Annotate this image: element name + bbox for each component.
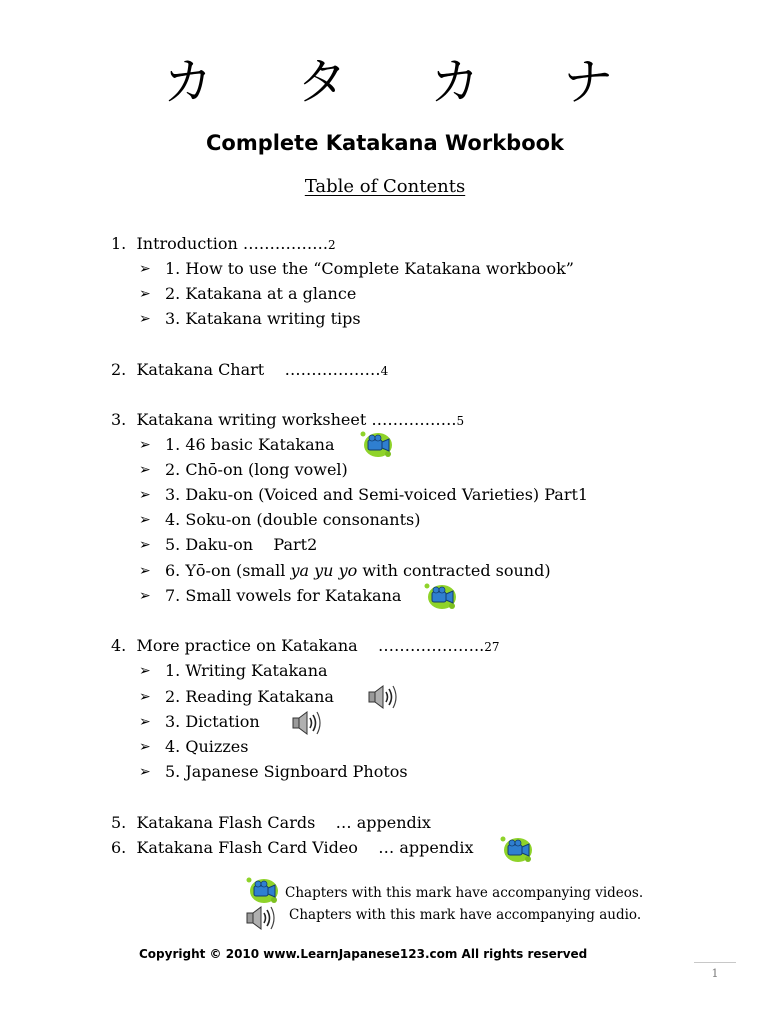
page-number-rule <box>694 962 736 963</box>
subentry-text: 6. Yō-on (small <box>165 561 291 580</box>
page-title: Complete Katakana Workbook <box>205 131 565 155</box>
speaker-icon <box>366 682 402 712</box>
legend-video-text: Chapters with this mark have accompanying videos. <box>285 885 644 901</box>
toc-subentry: 7. Small vowels for Katakana <box>165 586 402 605</box>
arrow-bullet-icon: ➢ <box>139 311 151 327</box>
arrow-bullet-icon: ➢ <box>139 487 151 503</box>
toc-number: 1. <box>111 234 127 253</box>
toc-subentry: 5. Japanese Signboard Photos <box>165 762 408 781</box>
toc-dots: ……………… <box>284 360 381 379</box>
toc-dots: … <box>335 813 352 832</box>
toc-subentry: 1. Writing Katakana <box>165 661 328 680</box>
kana-char: カ <box>430 53 480 111</box>
page-number: 1 <box>711 967 719 980</box>
kana-char: ナ <box>563 53 613 111</box>
arrow-bullet-icon: ➢ <box>139 663 151 679</box>
legend-speaker-icon <box>244 903 280 933</box>
speaker-icon <box>290 708 326 738</box>
toc-subentry: 4. Quizzes <box>165 737 249 756</box>
toc-title: Katakana Flash Card Video <box>136 838 358 857</box>
toc-page: appendix <box>399 838 474 857</box>
legend-video-icon <box>244 876 280 904</box>
legend-audio-text: Chapters with this mark have accompanying audio. <box>289 907 642 923</box>
toc-subentry: 2. Chō-on (long vowel) <box>165 460 348 479</box>
arrow-bullet-icon: ➢ <box>139 764 151 780</box>
arrow-bullet-icon: ➢ <box>139 261 151 277</box>
toc-number: 4. <box>111 636 127 655</box>
toc-subentry: 3. Daku-on (Voiced and Semi-voiced Varieties) Part1 <box>165 485 589 504</box>
toc-page: 5 <box>456 414 465 428</box>
toc-number: 2. <box>111 360 127 379</box>
toc-entry <box>111 813 431 833</box>
toc-entry <box>111 234 336 255</box>
arrow-bullet-icon: ➢ <box>139 437 151 453</box>
video-camera-icon <box>422 582 458 610</box>
toc-title: More practice on Katakana <box>136 636 358 655</box>
toc-page: 27 <box>484 640 500 654</box>
toc-subentry: 2. Reading Katakana <box>165 687 334 706</box>
toc-dots: ……………. <box>242 234 328 253</box>
toc-subentry: 3. Dictation <box>165 712 260 731</box>
toc-number: 3. <box>111 410 127 429</box>
arrow-bullet-icon: ➢ <box>139 512 151 528</box>
toc-title: Introduction <box>136 234 238 253</box>
toc-entry <box>111 360 388 381</box>
arrow-bullet-icon: ➢ <box>139 739 151 755</box>
toc-subentry: 4. Soku-on (double consonants) <box>165 510 421 529</box>
toc-title: Katakana Chart <box>136 360 265 379</box>
toc-subentry <box>165 561 551 581</box>
toc-entry <box>111 838 474 858</box>
toc-number: 6. <box>111 838 127 857</box>
toc-page: 4 <box>380 364 389 378</box>
toc-subentry: 1. 46 basic Katakana <box>165 435 335 454</box>
arrow-bullet-icon: ➢ <box>139 563 151 579</box>
kana-char: タ <box>297 53 347 111</box>
toc-dots: ……………….. <box>378 636 485 655</box>
toc-subentry: 3. Katakana writing tips <box>165 309 361 328</box>
toc-subentry: 5. Daku-on Part2 <box>165 535 318 554</box>
toc-title: Katakana Flash Cards <box>136 813 316 832</box>
copyright-notice: Copyright © 2010 www.LearnJapanese123.com All rights reserved <box>139 947 588 961</box>
arrow-bullet-icon: ➢ <box>139 286 151 302</box>
arrow-bullet-icon: ➢ <box>139 714 151 730</box>
toc-entry <box>111 410 464 431</box>
toc-title: Katakana writing worksheet <box>136 410 367 429</box>
toc-number: 5. <box>111 813 127 832</box>
toc-page: 2 <box>327 238 336 252</box>
toc-subentry: 1. How to use the “Complete Katakana workbook” <box>165 259 574 278</box>
subentry-italic: ya yu yo <box>290 561 358 580</box>
video-camera-icon <box>358 430 394 458</box>
arrow-bullet-icon: ➢ <box>139 689 151 705</box>
video-camera-icon <box>498 835 534 863</box>
arrow-bullet-icon: ➢ <box>139 462 151 478</box>
toc-dots: ……………. <box>371 410 457 429</box>
arrow-bullet-icon: ➢ <box>139 537 151 553</box>
toc-page: appendix <box>356 813 431 832</box>
subentry-text: with contracted sound) <box>357 561 551 580</box>
toc-entry <box>111 636 499 657</box>
kana-char: カ <box>163 53 213 111</box>
toc-subentry: 2. Katakana at a glance <box>165 284 357 303</box>
toc-heading: Table of Contents <box>304 176 466 197</box>
toc-dots: … <box>378 838 395 857</box>
arrow-bullet-icon: ➢ <box>139 588 151 604</box>
